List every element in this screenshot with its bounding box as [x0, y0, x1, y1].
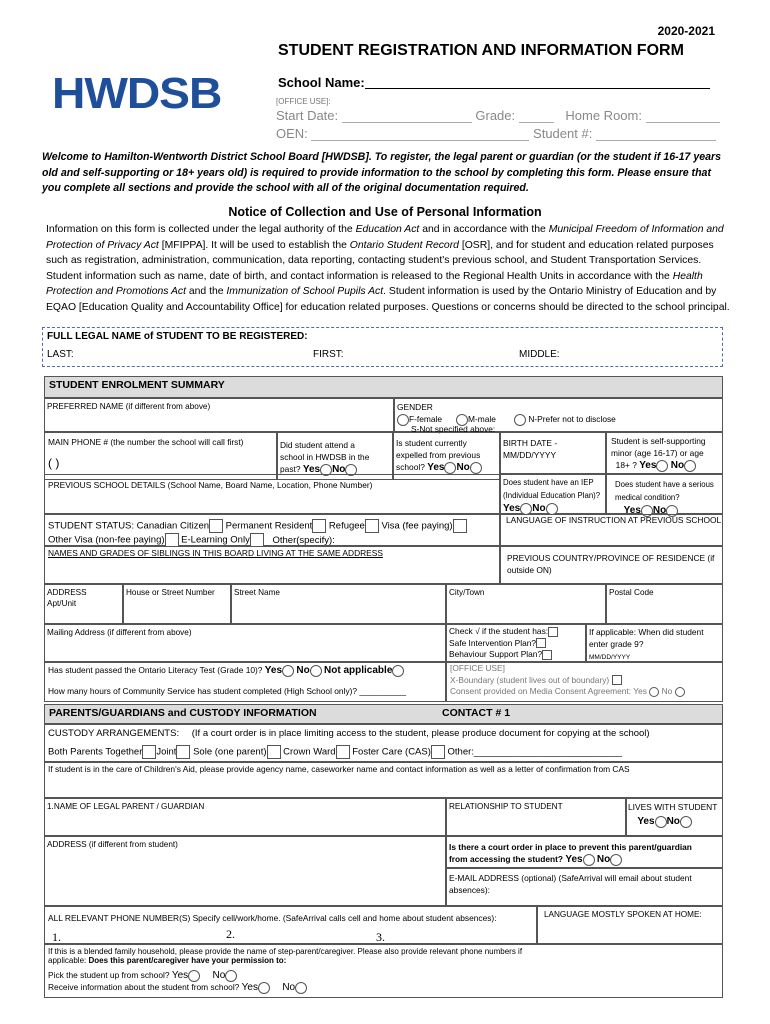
- custody-row-1: CUSTODY ARRANGEMENTS: (If a court order is in place limiting access to the student, please produce document for copying at the school): [48, 728, 650, 739]
- postal-code-cell[interactable]: Postal Code: [606, 584, 723, 624]
- radio-icon: [610, 854, 622, 866]
- radio-icon: [680, 816, 692, 828]
- court-order-question: Is there a court order in place to prevent this parent/guardian from accessing the student? Yes No: [449, 842, 692, 865]
- radio-icon: [444, 462, 456, 474]
- community-hours: How many hours of Community Service has student completed (High School only)? __________: [48, 686, 406, 696]
- expelled-question: Is student currently expelled from previous school? Yes No: [396, 438, 481, 473]
- middle-name-label: MIDDLE:: [519, 349, 560, 360]
- hwdsb-logo: HWDSB: [52, 69, 222, 118]
- oen-field[interactable]: [311, 129, 529, 141]
- email-label: E-MAIL ADDRESS (optional) (SafeArrival will email about student absences):: [449, 873, 692, 895]
- literacy-question: Has student passed the Ontario Literacy Test (Grade 10)? Yes No Not applicable: [48, 665, 404, 677]
- radio-icon: [470, 462, 482, 474]
- phones-cell[interactable]: [44, 906, 537, 944]
- birth-date-label: BIRTH DATE - MM/DD/YYYY: [503, 438, 558, 460]
- school-name-label: School Name:: [278, 75, 365, 90]
- grade-field[interactable]: [519, 111, 554, 123]
- checkbox-refugee[interactable]: [365, 519, 379, 533]
- relationship-cell[interactable]: RELATIONSHIP TO STUDENT: [446, 798, 626, 836]
- start-date-label: Start Date:: [276, 108, 339, 123]
- radio-icon: [656, 460, 668, 472]
- language-home-cell[interactable]: LANGUAGE MOSTLY SPOKEN AT HOME:: [537, 906, 723, 944]
- checkbox-permanent[interactable]: [312, 519, 326, 533]
- parent-address-cell[interactable]: ADDRESS (if different from student): [44, 836, 446, 906]
- checkbox-visa[interactable]: [453, 519, 467, 533]
- main-phone-label: MAIN PHONE # (the number the school will call first): [48, 437, 244, 447]
- city-cell[interactable]: City/Town: [446, 584, 606, 624]
- language-instruction-label: LANGUAGE OF INSTRUCTION AT PREVIOUS SCHOOL: [506, 515, 722, 525]
- phone-3: 3.: [376, 930, 385, 944]
- notice-paragraph: Information on this form is collected under the legal authority of the Education Act and in accordance with the Municipal Freedom of Information and Protection of Privacy Act [MFIPPA]. It will be used to establish the Ontario Student Record [OSR], and for student and education related purposes such as registration, administration, communication, data reporting, contacting student's previous school, and Student Transportation Services. Student information such as name, date of birth, and contact information is released to the Regional Health Units in accordance with the Health Protection and Promotions Act and the Immunization of School Pupils Act. Student information is used by the Ontario Ministry of Education and by EQAO [Education Quality and Accountability Office] for education related purposes. Questions or concerns should be directed to the school principal.: [46, 224, 730, 313]
- home-room-field[interactable]: [646, 111, 720, 123]
- custody-options: Both Parents Together Joint Sole (one parent) Crown Ward Foster Care (CAS) Other:____________________________: [48, 746, 622, 758]
- house-number-cell[interactable]: House or Street Number: [123, 584, 231, 624]
- blended-note: If this is a blended family household, please provide the name of step-parent/caregiver. Please also provide relevant phone numbers if applicable: Does this parent/caregiver have your permission to:: [48, 947, 523, 965]
- phone-area-code: ( ): [48, 456, 60, 470]
- gender-label: GENDER: [397, 402, 433, 412]
- pickup-question: Pick the student up from school? Yes No: [48, 970, 237, 982]
- form-title: STUDENT REGISTRATION AND INFORMATION FORM: [278, 42, 684, 59]
- legal-name-box: [42, 327, 723, 367]
- radio-icon: [397, 414, 409, 426]
- office-use-label: [OFFICE USE]:: [276, 97, 331, 106]
- phone-1: 1.: [52, 930, 61, 944]
- address-cell: ADDRESS Apt/Unit: [44, 584, 123, 624]
- radio-icon: [188, 970, 200, 982]
- last-name-label: LAST:: [47, 349, 74, 360]
- radio-icon: [225, 970, 237, 982]
- grade9-label: If applicable: When did student enter grade 9? MM/DD/YYYY: [589, 627, 704, 661]
- welcome-text: Welcome to Hamilton-Wentworth District School Board [HWDSB]. To register, the legal parent or guardian (or the student if 16-17 years old and self-supporting or 18+ years old) is required to provide information to the school by completing this form. Please ensure that you complete all sections and provide the school with all of the original documentation required.: [42, 151, 722, 194]
- self-support-question: Student is self-supporting minor (age 16-17) or age 18+ ? Yes No: [611, 436, 706, 471]
- radio-icon: [514, 414, 526, 426]
- radio-icon: [282, 665, 294, 677]
- cas-note: If student is in the care of Children's Aid, please provide agency name, caseworker name and contact information as well as a letter of confirmation from CAS: [48, 764, 630, 774]
- radio-icon: [655, 816, 667, 828]
- gender-s-option[interactable]: S-Not specified above:: [411, 424, 496, 434]
- plans-check: Check √ if the student has: Safe Intervention Plan? Behaviour Support Plan?: [449, 626, 558, 661]
- student-number-label: Student #:: [533, 126, 593, 141]
- start-date-field[interactable]: [342, 111, 472, 123]
- prev-country-label: PREVIOUS COUNTRY/PROVINCE OF RESIDENCE (if outside ON): [507, 553, 715, 575]
- street-name-cell[interactable]: Street Name: [231, 584, 446, 624]
- receive-info-question: Receive information about the student from school? Yes No: [48, 982, 307, 994]
- medical-question: Does student have a serious medical condition? Yes No: [615, 480, 714, 516]
- preferred-name-cell[interactable]: PREFERRED NAME (if different from above): [44, 398, 394, 432]
- gender-m-option[interactable]: M-male: [456, 414, 496, 426]
- phone-2: 2.: [226, 927, 235, 941]
- checkbox-other-visa[interactable]: [165, 533, 179, 547]
- parents-heading: PARENTS/GUARDIANS and CUSTODY INFORMATION CONTACT # 1: [44, 704, 723, 724]
- enrolment-heading: STUDENT ENROLMENT SUMMARY: [44, 376, 723, 398]
- first-name-label: FIRST:: [313, 349, 344, 360]
- radio-icon: [295, 982, 307, 994]
- radio-icon: [310, 665, 322, 677]
- radio-icon: [684, 460, 696, 472]
- radio-icon: [392, 665, 404, 677]
- student-number-field[interactable]: [596, 129, 716, 141]
- legal-parent-cell[interactable]: 1.NAME OF LEGAL PARENT / GUARDIAN: [44, 798, 446, 836]
- checkbox-elearning[interactable]: [250, 533, 264, 547]
- grade-label: Grade:: [475, 108, 516, 123]
- radio-icon: [258, 982, 270, 994]
- siblings-label: NAMES AND GRADES OF SIBLINGS IN THIS BOARD LIVING AT THE SAME ADDRESS: [48, 548, 383, 558]
- attend-question: Did student attend a school in HWDSB in the past? Yes No: [280, 440, 370, 475]
- lives-with-question: LIVES WITH STUDENT Yes No: [628, 802, 718, 827]
- start-date-row: [276, 108, 720, 123]
- checkbox-citizen[interactable]: [209, 519, 223, 533]
- oen-label: OEN:: [276, 126, 308, 141]
- iep-question: Does student have an IEP (Individual Education Plan)? Yes No: [503, 478, 601, 514]
- radio-icon: [583, 854, 595, 866]
- mailing-address-cell[interactable]: Mailing Address (if different from above): [44, 624, 446, 662]
- phones-label: ALL RELEVANT PHONE NUMBER(S) Specify cell/work/home. (SafeArrival calls cell and home about student absences):: [48, 913, 497, 923]
- school-year: 2020-2021: [657, 24, 715, 38]
- status-row-1: STUDENT STATUS: Canadian Citizen Permanent Resident Refugee Visa (fee paying): [48, 519, 467, 533]
- office-use-block: [OFFICE USE] X-Boundary (student lives out of boundary) Consent provided on Media Consent Agreement: Yes No: [450, 663, 685, 698]
- gender-n-option[interactable]: N-Prefer not to disclose: [514, 414, 616, 426]
- home-room-label: Home Room:: [565, 108, 642, 123]
- school-name-field[interactable]: [365, 88, 710, 89]
- legal-name-heading: FULL LEGAL NAME of STUDENT TO BE REGISTERED:: [47, 331, 308, 342]
- status-row-2: Other Visa (non-fee paying) E-Learning Only Other(specify):: [48, 534, 335, 546]
- notice-heading: Notice of Collection and Use of Personal Information: [228, 205, 542, 219]
- previous-school-label: PREVIOUS SCHOOL DETAILS (School Name, Board Name, Location, Phone Number): [48, 480, 373, 490]
- oen-row: [276, 126, 716, 141]
- gender-f-option[interactable]: F-female: [397, 414, 442, 426]
